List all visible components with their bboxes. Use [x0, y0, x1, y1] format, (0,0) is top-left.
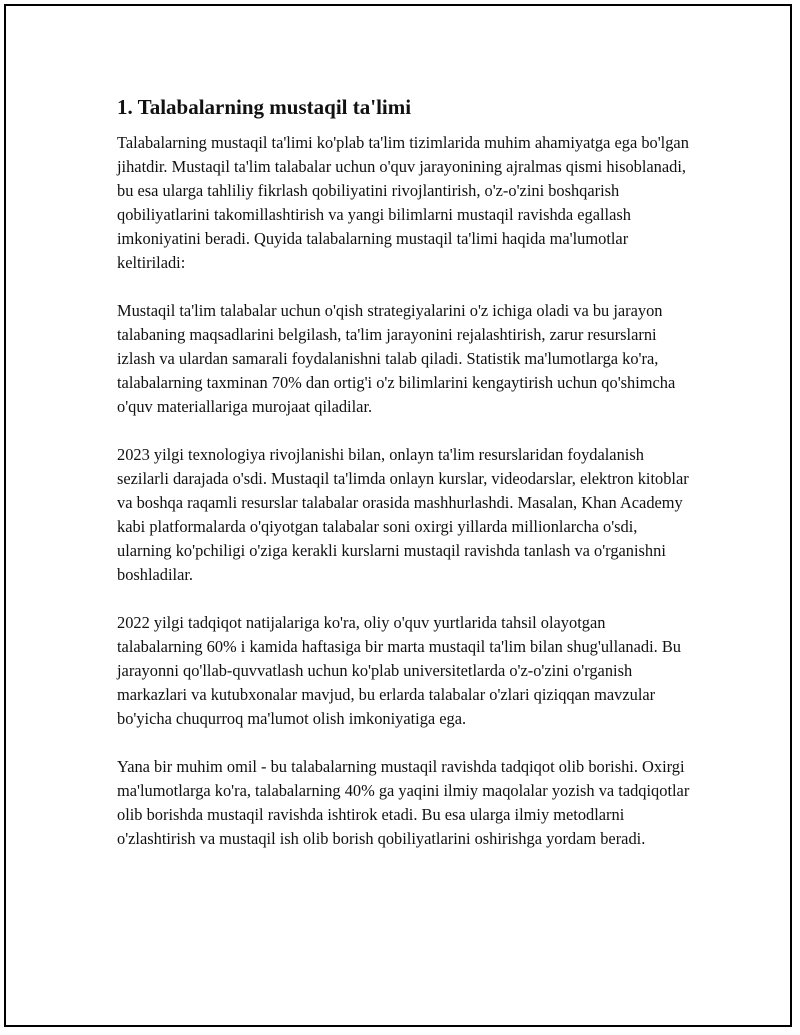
paragraph-independent-research: Yana bir muhim omil - bu talabalarning mustaqil ravishda tadqiqot olib borishi. Oxirgi ma'lumotlarga ko'ra, talabalarning 40% ga yaqini ilmiy maqolalar yozish va tadqiqotlar olib borishda mustaqil ravishda ishtirok etadi. Bu esa ularga ilmiy metodlarni o'zlashtirish va mustaqil ish olib borish qobiliyatlarini oshirishga yordam beradi. — [117, 757, 690, 848]
paragraph-strategies: Mustaqil ta'lim talabalar uchun o'qish strategiyalarini o'z ichiga oladi va bu jarayon talabaning maqsadlarini belgilash, ta'lim jarayonini rejalashtirish, zarur resurslarni izlash va ulardan samarali foydalanishni talab qiladi. Statistik ma'lumotlarga ko'ra, talabalarning taxminan 70% dan ortig'i o'z bilimlarini kengaytirish uchun qo'shimcha o'quv materiallariga murojaat qiladilar. — [117, 301, 676, 416]
document-body — [114, 93, 694, 851]
section-heading: 1. Talabalarning mustaqil ta'limi — [117, 95, 412, 119]
paragraph-intro: Talabalarning mustaqil ta'limi ko'plab ta'lim tizimlarida muhim ahamiyatga ega bo'lgan jihatdir. Mustaqil ta'lim talabalar uchun o'quv jarayonining ajralmas qismi hisoblanadi, bu esa ularga tahliliy fikrlash qobiliyatini rivojlantirish, o'z-o'zini boshqarish qobiliyatlarini takomillashtirish va yangi bilimlarni mustaqil ravishda egallash imkoniyatini beradi. Quyida talabalarning mustaqil ta'limi haqida ma'lumotlar keltiriladi: — [117, 133, 689, 272]
paragraph-research-2022: 2022 yilgi tadqiqot natijalariga ko'ra, oliy o'quv yurtlarida tahsil olayotgan talabalarning 60% i kamida haftasiga bir marta mustaqil ta'lim bilan shug'ullanadi. Bu jarayonni qo'llab-quvvatlash uchun ko'plab universitetlarda o'z-o'zini o'rganish markazlari va kutubxonalar mavjud, bu erlarda talabalar o'zlari qiziqqan mavzular bo'yicha chuqurroq ma'lumot olish imkoniyatiga ega. — [117, 613, 681, 728]
paragraph-online-resources: 2023 yilgi texnologiya rivojlanishi bilan, onlayn ta'lim resurslaridan foydalanish sezilarli darajada o'sdi. Mustaqil ta'limda onlayn kurslar, videodarslar, elektron kitoblar va boshqa raqamli resurslar talabalar orasida mashhurlashdi. Masalan, Khan Academy kabi platformalarda o'qiyotgan talabalar soni oxirgi yillarda millionlarcha o'sdi, ularning ko'pchiligi o'ziga kerakli kurslarni mustaqil ravishda tanlash va o'rganishni boshladilar. — [117, 445, 689, 584]
